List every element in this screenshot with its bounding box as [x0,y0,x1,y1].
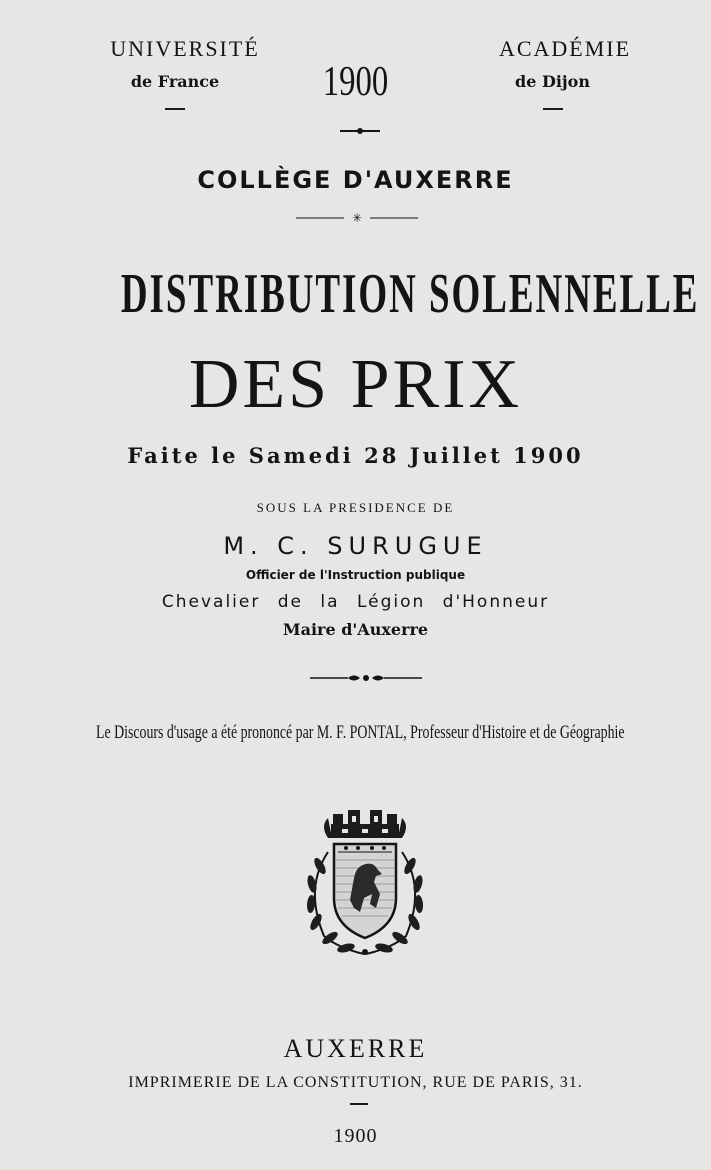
main-title-line1: DISTRIBUTION SOLENNELLE [120,263,700,325]
president-title-officier: Officier de l'Instruction publique [245,568,466,582]
university-subheading: de France [130,72,220,91]
footer-city: AUXERRE [283,1034,428,1063]
footer-year: 1900 [333,1125,378,1147]
president-name: M. C. SURUGUE [223,532,488,560]
president-title-chevalier: Chevalier de la Légion d'Honneur [161,592,550,612]
university-heading: UNIVERSITÉ [110,36,260,61]
college-name: COLLÈGE D'AUXERRE [197,166,514,194]
ornament-small [340,127,380,135]
date-line: Faite le Samedi 28 Juillet 1900 [127,443,584,468]
right-dash [543,108,563,110]
left-dash [165,108,185,110]
coat-of-arms-emblem [298,808,432,958]
main-title-line2: DES PRIX [188,346,523,423]
ornament-divider [296,213,418,223]
footer-dash [350,1103,368,1105]
printer-line: IMPRIMERIE DE LA CONSTITUTION, RUE DE PARIS, 31. [128,1074,583,1091]
academie-heading: ACADÉMIE [498,36,632,61]
speech-note: Le Discours d'usage a été prononcé par M. F. PONTAL, Professeur d'Histoire et de Géographie [95,722,625,743]
header-year: 1900 [322,59,389,105]
svg-text:✳: ✳ [351,211,363,225]
academie-subheading: de Dijon [515,72,590,91]
ornament-flourish [310,672,422,684]
presidency-intro: SOUS LA PRESIDENCE DE [256,500,455,515]
president-title-maire: Maire d'Auxerre [282,620,429,639]
